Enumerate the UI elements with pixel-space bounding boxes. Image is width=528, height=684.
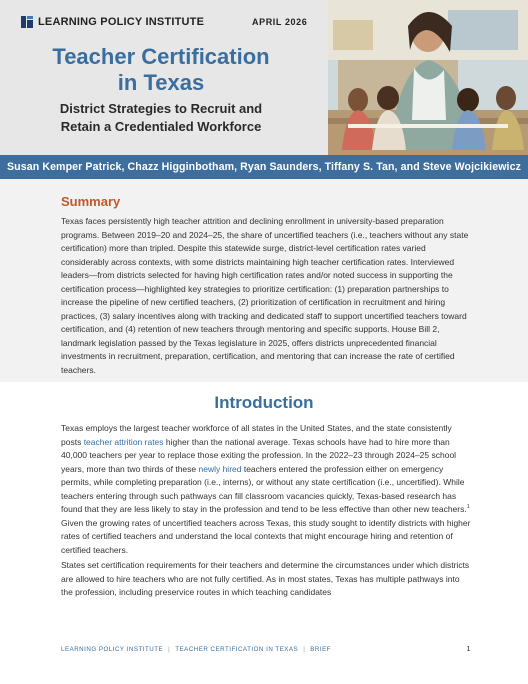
lpi-logo xyxy=(21,16,204,28)
intro-text-c: teachers entered the profession either on emergency permits, while completing preparation (i.e., interns), or without any state certification (i.e., uncertified). While teachers entering through such pathways can fill classroom vacancies quickly, Texas-based research has found that they are less likely to stay in the profession and tend to be less effective than other new teachers. xyxy=(61,463,467,514)
cover-header xyxy=(0,0,528,155)
intro-text-b: higher than the national average. Texas schools have had to hire more than 40,000 teachers per year to replace those exiting the profession. In the 2022–23 through 2024–25 school years, more than two thirds of these xyxy=(61,436,457,474)
introduction-heading: Introduction xyxy=(214,393,314,412)
title-line-2: in Texas xyxy=(117,70,205,95)
report-subtitle xyxy=(30,100,292,136)
summary-text: Texas faces persistently high teacher attrition and declining enrollment in university-based preparation programs. Between 2019–20 and 2024–25, the share of uncertified teachers (i.e., teachers without any state certification) more than tripled. Despite this statewide surge, district-level certification rates varied considerably across contexts, with some districts maintaining high teacher certification rates. Interviewed leaders—from districts selected for having high certification rates and/or noted success in supporting the certification process—highlighted key strategies to prioritize certification: (1) preparation partnerships to increase the pipeline of new certified teachers, (2) prioritization of certification in recruitment and hiring practices, (3) salary incentives along with tracking and dedicated staff to support uncertified teachers toward certification, and (4) retention of new teachers through mentoring and specific supports. House Bill 2, landmark legislation passed by the Texas legislature in 2025, offers districts unprecedented financial investments in recruitment, preparation, certification, and mentoring that can increase the rate of certified teachers. xyxy=(61,216,469,375)
authors-bar xyxy=(0,155,528,179)
summary-section xyxy=(0,179,528,382)
subtitle-line-2: Retain a Credentialed Workforce xyxy=(60,119,262,134)
publication-date: APRIL 2026 xyxy=(252,17,308,27)
footer-separator: | xyxy=(168,646,171,653)
intro-text-d: Given the growing rates of uncertified teachers across Texas, this study sought to identify districts with higher rates of certified teachers and understand the local contexts that might encourage hiring and retention of certified teachers. xyxy=(61,517,471,555)
subtitle-line-1: District Strategies to Recruit and xyxy=(59,101,263,116)
classroom-photo xyxy=(328,0,528,155)
lpi-logo-icon xyxy=(21,16,33,28)
footer-document-type: BRIEF xyxy=(310,646,332,653)
newly-hired-link[interactable]: newly hired xyxy=(198,463,242,474)
summary-heading: Summary xyxy=(61,194,121,209)
page-number: 1 xyxy=(466,646,471,653)
report-title xyxy=(30,44,292,96)
org-name: LEARNING POLICY INSTITUTE xyxy=(38,16,205,28)
introduction-paragraph-2: States set certification requirements for their teachers and determine the circumstances under which districts are allowed to hire teachers who are not fully certified. As in most states, Texas has multiple pathways into the profession, including preservice routes in which teaching candidates xyxy=(61,560,470,597)
author-list: Susan Kemper Patrick, Chazz Higginbotham, Ryan Saunders, Tiffany S. Tan, and Steve Wojcikiewicz xyxy=(6,161,521,173)
footer-separator: | xyxy=(303,646,306,653)
intro-text-a: Texas employs the largest teacher workforce of all states in the United States, and the state consistently posts xyxy=(61,423,452,447)
title-line-1: Teacher Certification xyxy=(52,44,270,69)
footer-report-title: TEACHER CERTIFICATION IN TEXAS xyxy=(175,646,299,653)
footer-org: LEARNING POLICY INSTITUTE xyxy=(61,646,164,653)
page-footer xyxy=(61,646,471,653)
introduction-paragraph-1 xyxy=(61,422,471,557)
teacher-attrition-rates-link[interactable]: teacher attrition rates xyxy=(83,436,164,447)
footnote-ref-1[interactable]: 1 xyxy=(466,504,470,511)
